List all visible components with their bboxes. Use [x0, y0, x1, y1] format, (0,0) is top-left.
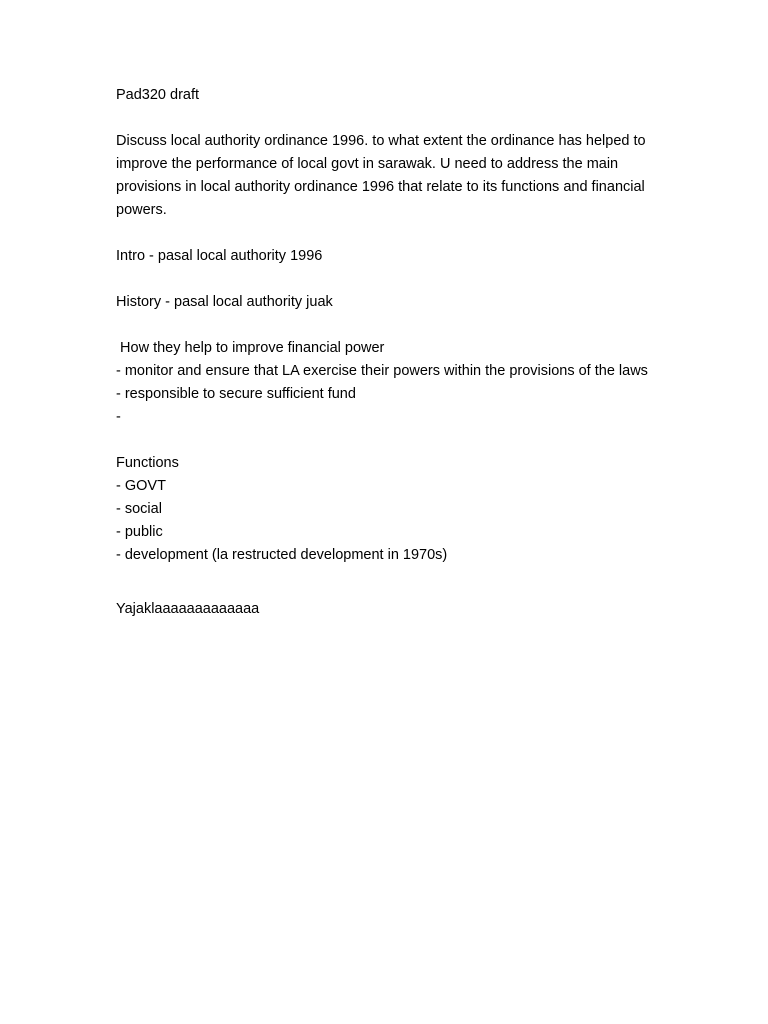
history-line: History - pasal local authority juak	[116, 294, 333, 310]
financial-item-3: -	[116, 409, 121, 425]
closing-line: Yajaklaaaaaaaaaaaaa	[116, 601, 260, 617]
question-line-2: improve the performance of local govt in sarawak. U need to address the main	[116, 156, 619, 172]
question-line-1: Discuss local authority ordinance 1996. to what extent the ordinance has helped to	[116, 133, 646, 149]
functions-item-2: - social	[116, 501, 162, 517]
functions-heading: Functions	[116, 455, 179, 471]
financial-heading: How they help to improve financial power	[116, 340, 385, 356]
question-line-3: provisions in local authority ordinance 1996 that relate to its functions and financial	[116, 179, 645, 195]
document-title: Pad320 draft	[116, 87, 200, 103]
financial-item-1: - monitor and ensure that LA exercise their powers within the provisions of the laws	[116, 363, 648, 379]
financial-item-2: - responsible to secure sufficient fund	[116, 386, 356, 402]
functions-item-4: - development (la restructed development in 1970s)	[116, 547, 448, 563]
intro-line: Intro - pasal local authority 1996	[116, 248, 323, 264]
question-line-4: powers.	[116, 202, 167, 218]
functions-item-1: - GOVT	[116, 478, 166, 494]
functions-item-3: - public	[116, 524, 163, 540]
